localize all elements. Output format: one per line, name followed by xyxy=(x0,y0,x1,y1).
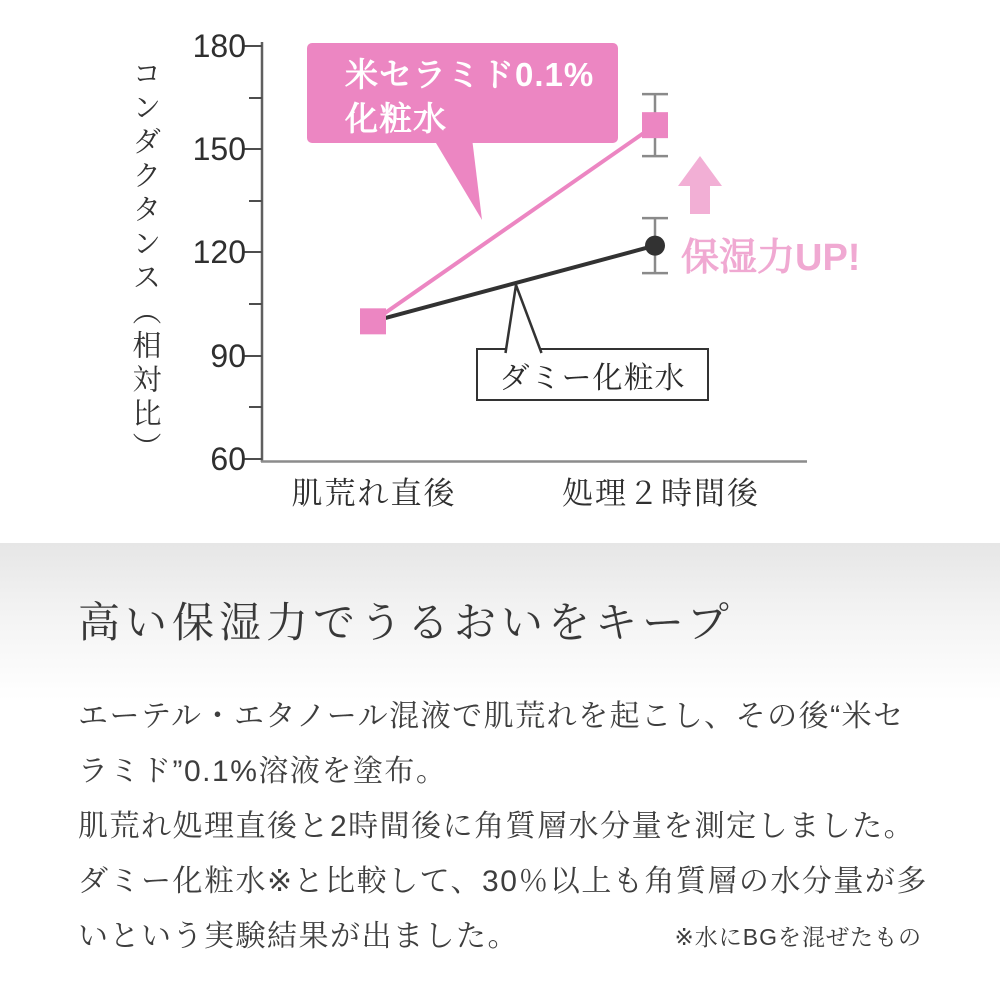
section-heading: 高い保湿力でうるおいをキープ xyxy=(78,599,734,646)
body-line-2: ラミド”0.1%溶液を塗布。 xyxy=(78,755,448,788)
moisture-up-label: 保湿力UP! xyxy=(681,237,861,279)
footnote: ※水にBGを混ぜたもの xyxy=(674,924,922,950)
ceramide-callout-line2: 化粧水 xyxy=(345,100,447,137)
y-tick-label-60: 60 xyxy=(210,441,246,477)
y-tick-label-150: 150 xyxy=(192,131,246,167)
marker-square-0 xyxy=(360,308,386,334)
body-line-1: エーテル・エタノール混液で肌荒れを起こし、その後“米セ xyxy=(78,700,905,733)
body-line-4: ダミー化粧水※と比較して、30％以上も角質層の水分量が多 xyxy=(78,865,928,898)
dummy-callout: ダミー化粧水 xyxy=(476,348,709,401)
y-axis xyxy=(244,42,262,462)
marker-circle-1 xyxy=(645,236,665,256)
y-tick-label-180: 180 xyxy=(192,28,246,64)
y-tick-label-90: 90 xyxy=(210,338,246,374)
y-tick-label-120: 120 xyxy=(192,234,246,270)
body-line-3: 肌荒れ処理直後と2時間後に角質層水分量を測定しました。 xyxy=(78,810,916,843)
ceramide-callout-line1: 米セラミド0.1% xyxy=(345,56,595,93)
y-axis-title: コンダクタンス（相対比） xyxy=(128,58,161,466)
body-line-5: いという実験結果が出ました。 xyxy=(78,920,519,953)
ceramide-callout-tail xyxy=(433,138,482,220)
marker-square-0 xyxy=(642,112,668,138)
ceramide-callout xyxy=(307,43,618,143)
x-label-before: 肌荒れ直後 xyxy=(291,476,457,511)
dummy-callout-tail xyxy=(495,281,547,357)
x-label-after: 処理２時間後 xyxy=(562,476,760,511)
up-arrow-icon xyxy=(678,156,722,214)
